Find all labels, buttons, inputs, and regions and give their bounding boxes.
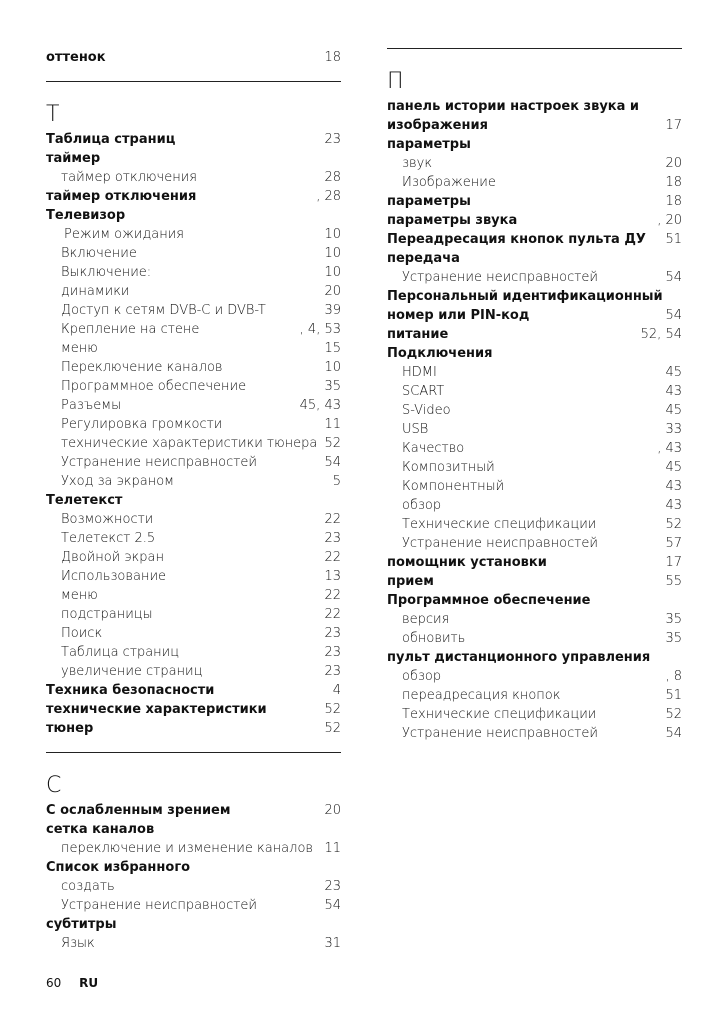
index-subentry: [46, 282, 341, 301]
index-entry: [387, 648, 682, 667]
index-entry: [46, 187, 341, 206]
index-pages: 10: [324, 360, 341, 375]
index-subentry: [46, 339, 341, 358]
index-entry: [46, 48, 341, 67]
index-pages: 35: [665, 612, 682, 627]
index-subentry: [46, 225, 341, 244]
index-pages: 43: [665, 479, 682, 494]
index-subentry: [387, 401, 682, 420]
index-pages: 23: [324, 626, 341, 641]
index-pages: 22: [324, 588, 341, 603]
index-entry: [387, 192, 682, 211]
index-entry: [46, 858, 341, 877]
index-pages: 11: [324, 841, 341, 856]
index-term: Язык: [61, 936, 95, 951]
index-pages: 45: [665, 403, 682, 418]
index-pages: 23: [324, 664, 341, 679]
index-subentry: [46, 472, 341, 491]
index-term: версия: [402, 612, 450, 627]
index-term: Доступ к сетям DVB-C и DVB-T: [61, 303, 266, 318]
index-term: меню: [61, 341, 98, 356]
index-term: Регулировка громкости: [61, 417, 223, 432]
index-pages: 22: [324, 512, 341, 527]
index-term: Выключение:: [61, 265, 152, 280]
index-term: обзор: [402, 498, 442, 513]
index-subentry: [46, 320, 341, 339]
index-pages: 52, 54: [640, 327, 682, 342]
index-term: S-Video: [402, 403, 451, 418]
index-subentry: [46, 434, 341, 453]
index-subentry: [46, 168, 341, 187]
index-pages: 54: [665, 270, 682, 285]
index-term: оттенок: [46, 50, 106, 65]
index-pages: 23: [324, 879, 341, 894]
language-code: RU: [79, 976, 99, 990]
index-subentry: [46, 453, 341, 472]
index-entry: [46, 149, 341, 168]
index-subentry: [387, 458, 682, 477]
index-pages: 17: [665, 118, 682, 133]
index-pages: 45: [665, 460, 682, 475]
index-term: USB: [402, 422, 429, 437]
index-entry: [387, 97, 682, 116]
index-entry: [387, 572, 682, 591]
index-term: Изображение: [402, 175, 496, 190]
index-pages: 18: [665, 194, 682, 209]
index-pages: 10: [324, 227, 341, 242]
index-entry: [387, 591, 682, 610]
index-pages: 54: [665, 726, 682, 741]
index-subentry: [46, 396, 341, 415]
index-entry: [387, 344, 682, 363]
index-term: таймер отключения: [61, 170, 197, 185]
index-entry: [46, 915, 341, 934]
index-pages: 20: [324, 284, 341, 299]
section-header: [46, 81, 341, 130]
index-subentry: [46, 548, 341, 567]
index-pages: 20: [665, 156, 682, 171]
index-entry: [387, 306, 682, 325]
index-entry: [46, 491, 341, 510]
index-pages: 15: [324, 341, 341, 356]
index-term: питание: [387, 327, 449, 342]
index-term: Телетекст: [46, 493, 123, 508]
index-entry: [387, 325, 682, 344]
index-term: Крепление на стене: [61, 322, 200, 337]
index-pages: 52: [324, 436, 341, 451]
index-term: изображения: [387, 118, 488, 133]
index-entry: [387, 249, 682, 268]
index-subentry: [46, 377, 341, 396]
index-entry: [387, 553, 682, 572]
index-subentry: [46, 586, 341, 605]
index-pages: 20: [324, 803, 341, 818]
index-pages: 52: [324, 721, 341, 736]
index-subentry: [387, 439, 682, 458]
index-pages: 23: [324, 531, 341, 546]
index-pages: 18: [665, 175, 682, 190]
index-subentry: [387, 496, 682, 515]
index-pages: 35: [665, 631, 682, 646]
index-entry: [387, 211, 682, 230]
index-subentry: [387, 363, 682, 382]
index-pages: , 4, 53: [299, 322, 341, 337]
index-pages: 54: [324, 455, 341, 470]
index-term: параметры: [387, 137, 471, 152]
index-pages: 11: [324, 417, 341, 432]
index-term: тюнер: [46, 721, 94, 736]
index-subentry: [387, 268, 682, 287]
index-pages: 13: [324, 569, 341, 584]
index-pages: 54: [665, 308, 682, 323]
index-term: Двойной экран: [61, 550, 164, 565]
index-pages: 43: [665, 498, 682, 513]
index-pages: , 20: [657, 213, 682, 228]
index-subentry: [46, 510, 341, 529]
index-subentry: [387, 477, 682, 496]
index-term: переадресация кнопок: [402, 688, 561, 703]
index-term: Использование: [61, 569, 167, 584]
index-entry: [46, 206, 341, 225]
index-pages: 17: [665, 555, 682, 570]
index-pages: 35: [324, 379, 341, 394]
index-term: Переадресация кнопок пульта ДУ: [387, 232, 646, 247]
index-term: сетка каналов: [46, 822, 155, 837]
index-term: Телевизор: [46, 208, 126, 223]
index-subentry: [46, 605, 341, 624]
index-entry: [46, 681, 341, 700]
index-subentry: [387, 629, 682, 648]
index-term: Программное обеспечение: [387, 593, 591, 608]
section-header: [387, 48, 682, 97]
index-term: Устранение неисправностей: [61, 455, 257, 470]
index-pages: 10: [324, 265, 341, 280]
index-subentry: [387, 515, 682, 534]
index-pages: 28: [324, 170, 341, 185]
index-pages: , 8: [665, 669, 682, 684]
index-subentry: [46, 415, 341, 434]
index-term: Устранение неисправностей: [61, 898, 257, 913]
index-subentry: [387, 686, 682, 705]
index-pages: 33: [665, 422, 682, 437]
index-term: Технические спецификации: [402, 517, 597, 532]
index-pages: 10: [324, 246, 341, 261]
index-term: Персональный идентификационный: [387, 289, 663, 304]
index-pages: 57: [665, 536, 682, 551]
index-pages: 52: [324, 702, 341, 717]
index-pages: 52: [665, 707, 682, 722]
index-term: панель истории настроек звука и: [387, 99, 640, 114]
index-pages: 51: [665, 688, 682, 703]
index-subentry: [46, 529, 341, 548]
index-term: Телетекст 2.5: [61, 531, 156, 546]
index-term: Технические спецификации: [402, 707, 597, 722]
index-term: Режим ожидания: [64, 227, 184, 242]
index-subentry: [387, 610, 682, 629]
index-subentry: [46, 662, 341, 681]
index-term: Компонентный: [402, 479, 505, 494]
index-term: прием: [387, 574, 434, 589]
index-term: технические характеристики: [46, 702, 267, 717]
index-subentry: [387, 382, 682, 401]
index-term: помощник установки: [387, 555, 547, 570]
index-term: пульт дистанционного управления: [387, 650, 651, 665]
index-entry: [387, 135, 682, 154]
index-term: обновить: [402, 631, 466, 646]
index-subentry: [387, 667, 682, 686]
index-term: Программное обеспечение: [61, 379, 247, 394]
index-term: HDMI: [402, 365, 437, 380]
index-pages: 45, 43: [299, 398, 341, 413]
index-pages: 39: [324, 303, 341, 318]
index-term: технические характеристики тюнера: [61, 436, 318, 451]
index-entry: [387, 116, 682, 135]
index-entry: [387, 230, 682, 249]
index-term: Включение: [61, 246, 137, 261]
index-subentry: [387, 724, 682, 743]
index-term: С ослабленным зрением: [46, 803, 231, 818]
index-subentry: [46, 643, 341, 662]
index-entry: [387, 287, 682, 306]
index-term: SCART: [402, 384, 445, 399]
index-entry: [46, 700, 341, 719]
index-subentry: [387, 705, 682, 724]
index-term: Поиск: [61, 626, 103, 641]
index-subentry: [46, 624, 341, 643]
index-term: Устранение неисправностей: [402, 270, 598, 285]
index-term: Качество: [402, 441, 465, 456]
index-entry: [46, 820, 341, 839]
index-pages: 54: [324, 898, 341, 913]
index-pages: 23: [324, 645, 341, 660]
index-entry: [46, 801, 341, 820]
index-subentry: [46, 896, 341, 915]
page-number: 60: [46, 976, 62, 990]
index-entry: [46, 719, 341, 738]
index-subentry: [46, 934, 341, 953]
index-term: переключение и изменение каналов: [61, 841, 314, 856]
index-pages: 23: [324, 132, 341, 147]
section-letter: П: [387, 69, 404, 94]
index-term: меню: [61, 588, 98, 603]
index-pages: , 43: [657, 441, 682, 456]
index-term: Подключения: [387, 346, 493, 361]
index-subentry: [46, 244, 341, 263]
index-term: Возможности: [61, 512, 154, 527]
index-term: Композитный: [402, 460, 495, 475]
page-footer: [46, 976, 112, 990]
index-term: Уход за экраном: [61, 474, 174, 489]
index-term: Таблица страниц: [61, 645, 180, 660]
index-pages: 52: [665, 517, 682, 532]
index-pages: 31: [324, 936, 341, 951]
index-term: параметры звука: [387, 213, 518, 228]
index-term: Устранение неисправностей: [402, 726, 598, 741]
index-subentry: [387, 420, 682, 439]
index-term: Таблица страниц: [46, 132, 176, 147]
index-pages: 22: [324, 607, 341, 622]
index-entry: [46, 130, 341, 149]
index-subentry: [46, 358, 341, 377]
index-subentry: [46, 567, 341, 586]
index-term: Устранение неисправностей: [402, 536, 598, 551]
index-pages: 45: [665, 365, 682, 380]
index-term: Список избранного: [46, 860, 191, 875]
section-letter: Т: [46, 102, 60, 127]
index-subentry: [46, 301, 341, 320]
index-term: параметры: [387, 194, 471, 209]
index-term: Переключение каналов: [61, 360, 223, 375]
index-term: передача: [387, 251, 460, 266]
index-term: динамики: [61, 284, 130, 299]
index-term: звук: [402, 156, 433, 171]
index-pages: 4: [332, 683, 341, 698]
index-pages: 5: [332, 474, 341, 489]
index-term: таймер отключения: [46, 189, 197, 204]
index-pages: , 28: [316, 189, 341, 204]
index-pages: 51: [665, 232, 682, 247]
index-subentry: [46, 839, 341, 858]
index-subentry: [46, 263, 341, 282]
index-term: Разъемы: [61, 398, 122, 413]
index-subentry: [387, 173, 682, 192]
index-term: субтитры: [46, 917, 117, 932]
index-term: обзор: [402, 669, 442, 684]
index-column-right: [387, 48, 682, 743]
index-term: увеличение страниц: [61, 664, 203, 679]
index-subentry: [387, 534, 682, 553]
index-subentry: [387, 154, 682, 173]
index-term: подстраницы: [61, 607, 153, 622]
index-term: Техника безопасности: [46, 683, 215, 698]
index-term: создать: [61, 879, 115, 894]
index-subentry: [46, 877, 341, 896]
section-header: [46, 752, 341, 801]
index-pages: 43: [665, 384, 682, 399]
section-letter: С: [46, 773, 62, 798]
index-term: номер или PIN-код: [387, 308, 530, 323]
index-term: таймер: [46, 151, 101, 166]
index-pages: 55: [665, 574, 682, 589]
index-pages: 22: [324, 550, 341, 565]
index-column-left: [46, 48, 341, 953]
index-pages: 18: [324, 50, 341, 65]
